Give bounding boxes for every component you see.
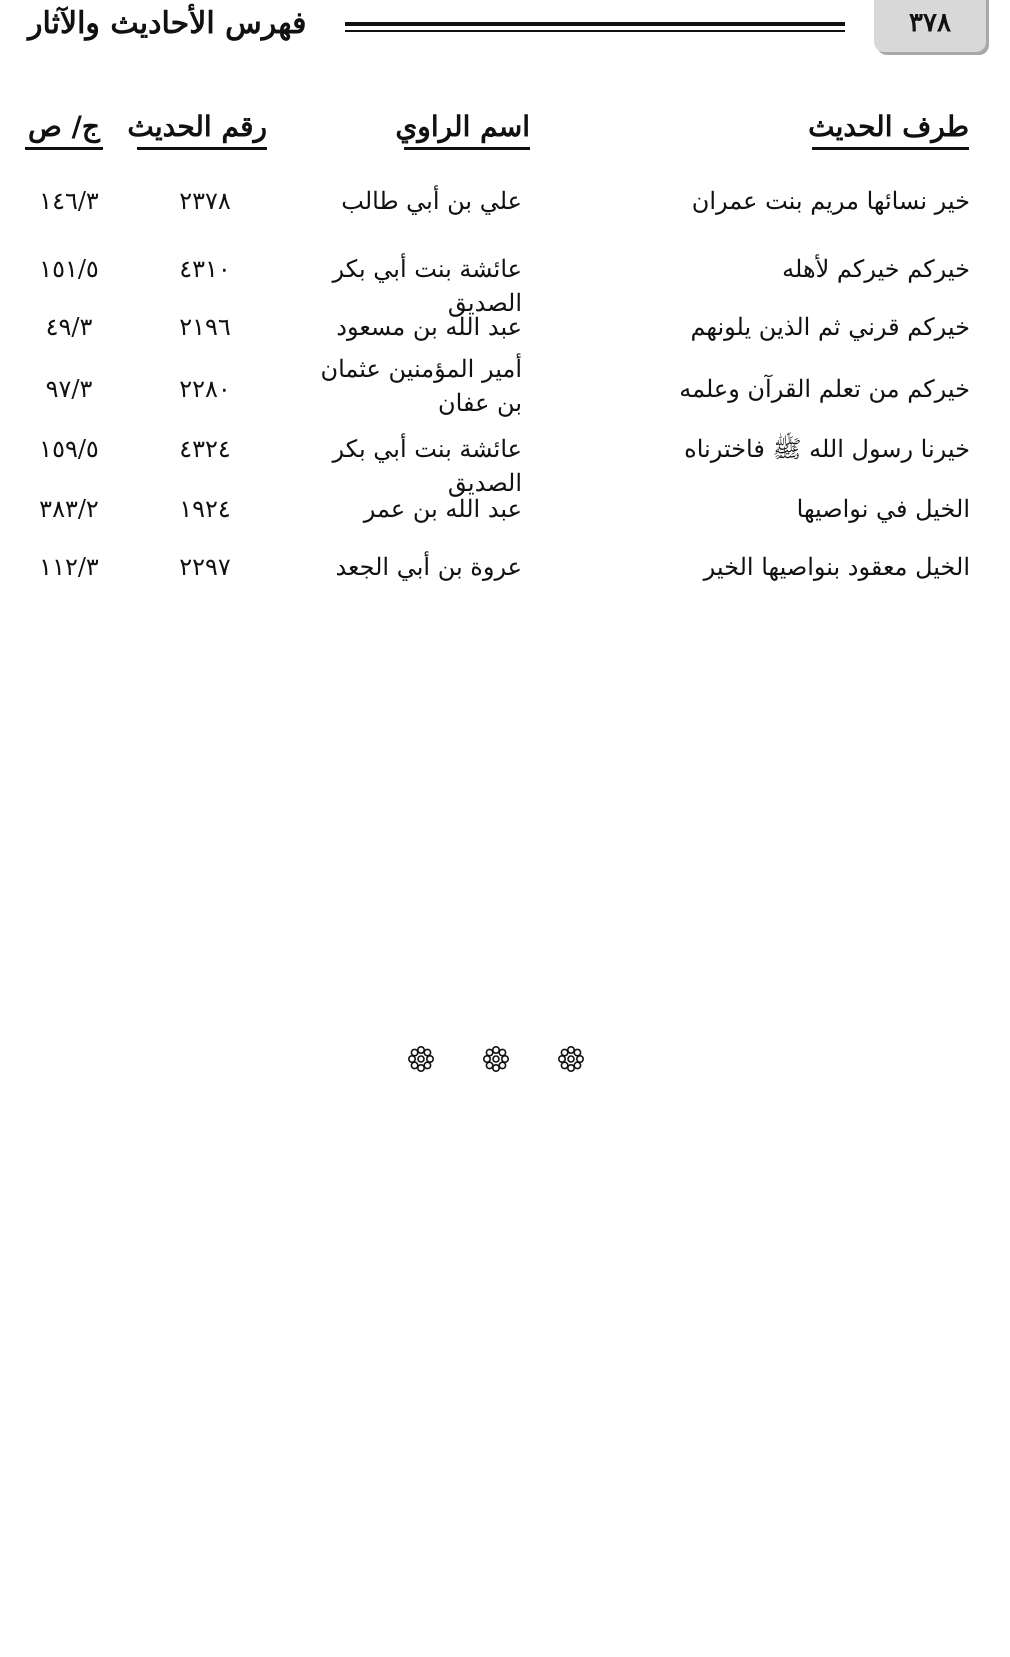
page-number: ٣٧٨ — [874, 0, 986, 52]
column-header-narrator — [395, 110, 530, 150]
ref-cell: ١٤٦/٣ — [39, 187, 99, 215]
ref-cell: ١٥١/٥ — [39, 255, 99, 283]
narrator-cell: عائشة بنت أبي بكر الصديق — [332, 255, 522, 317]
ref-cell: ٩٧/٣ — [45, 375, 93, 403]
column-header-underline — [404, 147, 530, 150]
column-header-underline — [25, 147, 103, 150]
narrator-cell: علي بن أبي طالب — [341, 187, 522, 215]
number-cell: ٢٢٩٧ — [179, 553, 231, 581]
column-header-hadith — [808, 110, 969, 150]
column-header-hadith-label: طرف الحديث — [808, 110, 969, 143]
number-cell: ٤٣١٠ — [179, 255, 231, 283]
hadith-cell: الخيل في نواصيها — [796, 495, 970, 523]
number-cell: ٢٢٨٠ — [179, 375, 231, 403]
ref-cell: ٤٩/٣ — [45, 313, 93, 341]
hadith-cell: الخيل معقود بنواصيها الخير — [703, 553, 970, 581]
number-cell: ٤٣٢٤ — [179, 435, 231, 463]
narrator-cell: عبد الله بن عمر — [363, 495, 522, 523]
narrator-cell: عائشة بنت أبي بكر الصديق — [332, 435, 522, 497]
narrator-cell: عروة بن أبي الجعد — [335, 553, 522, 581]
column-header-number-label: رقم الحديث — [127, 110, 267, 143]
number-cell: ٢١٩٦ — [179, 313, 231, 341]
hadith-cell: خيرنا رسول الله ﷺ فاخترناه — [684, 435, 970, 463]
narrator-cell: أمير المؤمنين عثمان بن عفان — [320, 355, 522, 417]
header-rule — [345, 22, 845, 26]
running-title: فهرس الأحاديث والآثار — [28, 6, 307, 41]
flower-ornament-icon — [406, 1044, 436, 1074]
hadith-cell: خيركم من تعلم القرآن وعلمه — [679, 375, 970, 403]
ref-cell: ٣٨٣/٢ — [39, 495, 99, 523]
page-header — [0, 0, 1010, 70]
flower-ornament-icon — [481, 1044, 511, 1074]
narrator-cell: عبد الله بن مسعود — [336, 313, 522, 341]
section-end-ornaments — [400, 1044, 600, 1084]
ref-cell: ١١٢/٣ — [39, 553, 99, 581]
flower-ornament-icon — [556, 1044, 586, 1074]
ref-cell: ١٥٩/٥ — [39, 435, 99, 463]
column-header-ref-label: ج/ ص — [28, 110, 100, 143]
column-header-ref — [25, 110, 103, 150]
hadith-cell: خيركم خيركم لأهله — [782, 255, 970, 283]
number-cell: ١٩٢٤ — [179, 495, 231, 523]
hadith-cell: خيركم قرني ثم الذين يلونهم — [690, 313, 970, 341]
header-rule-thin — [345, 30, 845, 32]
hadith-cell: خير نسائها مريم بنت عمران — [691, 187, 970, 215]
number-cell: ٢٣٧٨ — [179, 187, 231, 215]
column-header-number — [127, 110, 267, 150]
column-header-narrator-label: اسم الراوي — [395, 110, 530, 143]
column-header-underline — [137, 147, 267, 150]
column-header-underline — [812, 147, 969, 150]
